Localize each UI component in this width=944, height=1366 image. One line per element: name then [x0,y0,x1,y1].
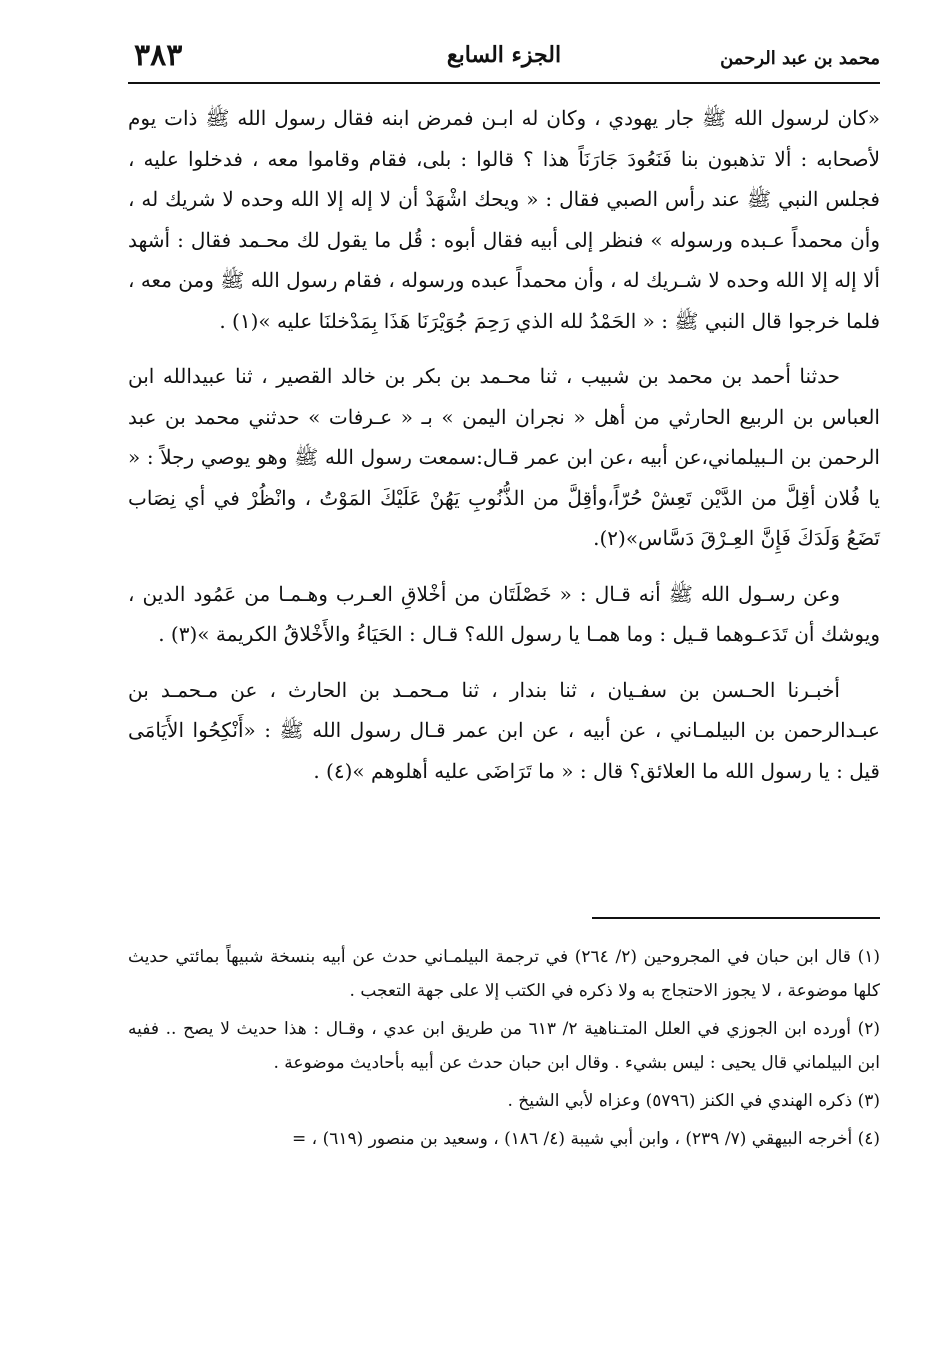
main-text [128,98,880,791]
paragraph-4: أخبـرنا الحـسن بن سفـيان ، ثنا بندار ، ثنا مـحمـد بن الحارث ، عن مـحمـد بن عبـدالرحمن بن البيلمـاني ، عن أبيه ، عن ابن عمر قـال رسول الله ﷺ : «أَنْكِحُوا الأَيَامَى قيل : يا رسول الله ما العلائق؟ قال : « ما تَرَاضَى عليه أهلوهم »(٤) . [128,677,880,783]
paragraph-2: حدثنا أحمد بن محمد بن شبيب ، ثنا محـمد بن بكر بن خالد القصير ، ثنا عبيدالله ابن العباس بن الربيع الحارثي من أهل « نجران اليمن » بـ « عـرفات » حدثني محمد بن عبد الرحمن بن الـبيلماني،عن أبيه ،عن ابن عمر قـال:سمعت رسول الله ﷺ وهو يوصي رجلاً : « يا فُلان أقِلَّ من الدَّيْن تَعِشْ حُرّاً،وأقِلَّ من الذُّنُوبِ يَهُنْ عَلَيْكَ المَوْتُ ، وانْظُرْ في أي نِصَاب تَضَعُ وَلَدَكَ فَإِنَّ العِـرْقَ دَسَّاس»(٢). [128,364,880,550]
running-title: الجزء السابع [446,42,562,68]
running-author: محمد بن عبد الرحمن [720,48,880,69]
page-header [128,38,880,84]
footnote-3: (٣) ذكره الهندي في الكنز (٥٧٩٦) وعزاه لأبي الشيخ . [507,1091,880,1111]
paragraph-1: «كان لرسول الله ﷺ جار يهودي ، وكان له ابـن فمرض ابنه فقال رسول الله ﷺ ذات يوم لأصحابه : ألا تذهبون بنا فَنَعُودَ جَارَنَاً هذا ؟ قالوا : بلى، فقام وقاموا معه ، فدخلوا عليه ، فجلس النبي ﷺ عند رأس الصبي فقال : « ويحك اشْهَدْ أن لا إله إلا الله وحده لا شريك له ، وأن محمداً عـبده ورسوله » فنظر إلى أبيه فقال أبوه : قُل ما يقول لك محـمد فقال : أشهد ألا إله إلا الله وحده لا شـريك له ، وأن محمداً عبده ورسوله ، فقام رسول الله ﷺ ومن معه ، فلما خرجوا قال النبي ﷺ : « الحَمْدُ لله الذي رَحِمَ جُوَيْرَنَا هَذَا بِمَدْخلنَا عليه »(١) . [128,106,880,333]
footnote-2: (٢) أورده ابن الجوزي في العلل المتـناهية ٢/ ٦١٣ من طريق ابن عدي ، وقـال : هذا حديث لا يصح .. ففيه ابن البيلماني قال يحيى : ليس بشيء . وقال ابن حبان حدث عن أبيه بأحاديث موضوعة . [128,1019,880,1073]
footnote-4: (٤) أخرجه البيهقي (٧/ ٢٣٩) ، وابن أبي شيبة (٤/ ١٨٦) ، وسعيد بن منصور (٦١٩) ، = [292,1129,880,1149]
paragraph-3: وعن رسـول الله ﷺ أنه قـال : « خَصْلَتَان من أخْلاقِ العـرب وهـمـا من عَمُود الدين ، ويوشك أن تَدَعـوهما قـيل : وما همـا يا رسول الله؟ قـال : الحَيَاءُ والأَخْلاقُ الكريمة »(٣) . [128,581,880,646]
footnote-separator [592,917,880,919]
footnotes [128,940,880,1160]
page-number: ٣٨٣ [134,38,183,73]
footnote-1: (١) قال ابن حبان في المجروحين (٢/ ٢٦٤) في ترجمة البيلمـاني حدث عن أبيه بنسخة شبيهاً بمائتي حديث كلها موضوعة ، لا يجوز الاحتجاج به ولا ذكره في الكتب إلا على جهة التعجب . [128,947,880,1001]
